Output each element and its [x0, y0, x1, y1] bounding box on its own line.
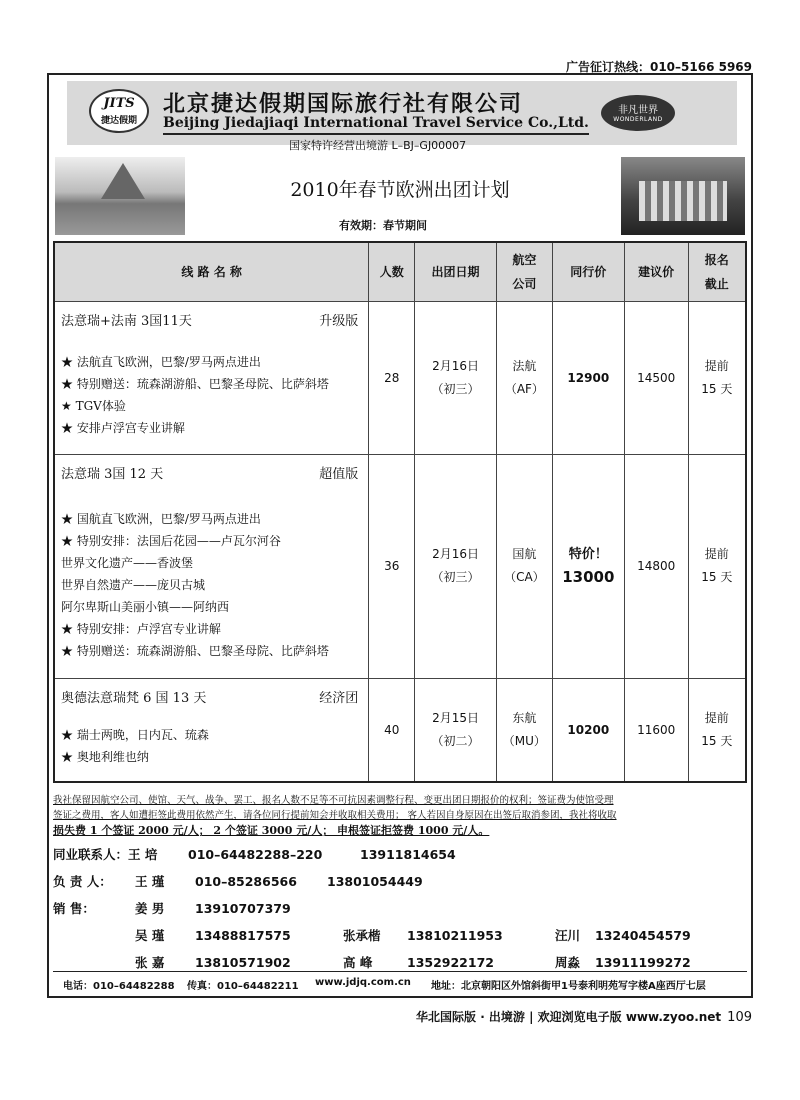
- notice-line: 我社保留因航空公司、使馆、天气、战争、罢工、报名人数不足等不可抗因素调整行程、变更出团日期报价的权利；签证费为使馆受理: [53, 795, 614, 806]
- wonderland-logo: [601, 95, 675, 131]
- table-row: [54, 454, 746, 678]
- routes-table: [53, 241, 747, 783]
- route-feature: 世界文化遗产——香波堡: [61, 555, 194, 570]
- deadline: 提前 15 天: [688, 678, 746, 782]
- airline: 东航 （MU）: [496, 678, 552, 782]
- route-edition: 超值版: [319, 466, 359, 482]
- col-trade-price: 同行价: [552, 242, 624, 301]
- jits-logo: [89, 89, 149, 133]
- table-row: [54, 678, 746, 782]
- airline: 国航 （CA）: [496, 454, 552, 678]
- page-title: 2010年春节欧洲出团计划: [290, 179, 510, 201]
- route-cell: [54, 301, 369, 454]
- route-cell: [54, 454, 369, 678]
- contact-footer: [53, 971, 747, 992]
- departure-date: 2月16日 （初三）: [415, 301, 497, 454]
- people-count: 36: [369, 454, 415, 678]
- footer-address: 地址：北京朝阳区外馆斜街甲1号泰利明苑写字楼A座西厅七层: [431, 981, 706, 992]
- suggested-price: 14800: [624, 454, 688, 678]
- table-header-row: [54, 242, 746, 301]
- route-feature: ★ 安排卢浮宫专业讲解: [61, 420, 185, 435]
- trade-price: 特价！ 13000: [552, 454, 624, 678]
- logo-banner: [67, 81, 737, 145]
- col-suggested-price: 建议价: [624, 242, 688, 301]
- partner-name-en: WONDERLAND: [613, 116, 663, 123]
- ad-hotline: 广告征订热线：010–5166 5969: [565, 60, 752, 74]
- route-feature: ★ 特别安排：法国后花园——卢瓦尔河谷: [61, 533, 281, 548]
- trade-price: 10200: [552, 678, 624, 782]
- notice-line: 损失费 1 个签证 2000 元/人； 2 个签证 3000 元/人； 申根签证拒签费 1000 元/人。: [53, 824, 490, 837]
- airline: 法航 （AF）: [496, 301, 552, 454]
- sales-contact-row: 吴 瑾 13488817575 张承楷 13810211953 汪川 13240454579: [135, 928, 691, 943]
- company-name-cn: 北京捷达假期国际旅行社有限公司: [163, 92, 524, 117]
- advertisement-frame: [47, 73, 753, 998]
- col-date: 出团日期: [415, 242, 497, 301]
- header: [49, 75, 751, 242]
- page-number: 109: [727, 1010, 752, 1025]
- footer-website[interactable]: www.jdjq.com.cn: [315, 977, 411, 988]
- logo-text: JITS: [103, 96, 135, 111]
- validity-period: 有效期：春节期间: [339, 219, 427, 232]
- route-name: 奥德法意瑞梵 6 国 13 天: [61, 690, 207, 706]
- footer-tel: 电话：010–64482288: [63, 981, 175, 992]
- route-cell: [54, 678, 369, 782]
- departure-date: 2月16日 （初三）: [415, 454, 497, 678]
- terms-notice: [53, 793, 747, 838]
- manager-contact-row: 负 责 人： 王 瑾 010–85286566 13801054449: [53, 874, 423, 889]
- route-feature: 阿尔卑斯山美丽小镇——阿纳西: [61, 599, 230, 614]
- route-edition: 升级版: [319, 313, 359, 329]
- page-footer: [416, 1008, 752, 1025]
- table-row: [54, 301, 746, 454]
- trade-contact-row: 同业联系人：王 培 010–64482288–220 13911814654: [53, 847, 456, 862]
- company-name-en: Beijing Jiedajiaqi International Travel Service Co.,Ltd.: [163, 115, 589, 135]
- deadline: 提前 15 天: [688, 454, 746, 678]
- notice-line: 签证之费用，客人如遭拒签此费用依然产生，请各位同行提前知会并收取相关费用； 客人若因自身原因在出签后取消参团，我社将收取: [53, 810, 617, 821]
- route-feature: ★ 特别赠送：琉森湖游船、巴黎圣母院、比萨斜塔: [61, 643, 329, 658]
- departure-date: 2月15日 （初二）: [415, 678, 497, 782]
- route-feature: ★ 国航直飞欧洲，巴黎/罗马两点进出: [61, 511, 261, 526]
- license-number: 国家特许经营出境游 L–BJ–GJ00007: [289, 139, 467, 152]
- route-edition: 经济团: [319, 690, 359, 706]
- route-feature: ★ TGV体验: [61, 398, 126, 413]
- route-name: 法意瑞+法南 3国11天: [61, 313, 192, 329]
- route-feature: 世界自然遗产——庞贝古城: [61, 577, 206, 592]
- col-airline: 航空 公司: [496, 242, 552, 301]
- sales-contact-row: 张 嘉 13810571902 高 峰 1352922172 周淼 13911199272: [135, 955, 691, 970]
- col-route-name: 线 路 名 称: [54, 242, 369, 301]
- suggested-price: 14500: [624, 301, 688, 454]
- people-count: 40: [369, 678, 415, 782]
- trade-price: 12900: [552, 301, 624, 454]
- logo-subtext: 捷达假期: [100, 116, 137, 126]
- route-name: 法意瑞 3国 12 天: [61, 466, 164, 482]
- sales-contact-row: 销 售： 姜 男 13910707379: [53, 901, 291, 916]
- route-feature: ★ 特别赠送：琉森湖游船、巴黎圣母院、比萨斜塔: [61, 376, 329, 391]
- col-people: 人数: [369, 242, 415, 301]
- suggested-price: 11600: [624, 678, 688, 782]
- route-feature: ★ 法航直飞欧洲，巴黎/罗马两点进出: [61, 354, 261, 369]
- col-deadline: 报名 截止: [688, 242, 746, 301]
- route-feature: ★ 特别安排：卢浮宫专业讲解: [61, 621, 221, 636]
- footer-fax: 传真：010–64482211: [187, 981, 299, 992]
- partner-name-cn: 非凡世界: [618, 105, 658, 116]
- footer-text: 华北国际版 · 出境游 | 欢迎浏览电子版 www.zyoo.net: [416, 1010, 722, 1024]
- special-label: 特价！: [568, 547, 608, 562]
- route-feature: ★ 奥地利维也纳: [61, 749, 149, 764]
- people-count: 28: [369, 301, 415, 454]
- deadline: 提前 15 天: [688, 301, 746, 454]
- route-feature: ★ 瑞士两晚，日内瓦、琉森: [61, 727, 209, 742]
